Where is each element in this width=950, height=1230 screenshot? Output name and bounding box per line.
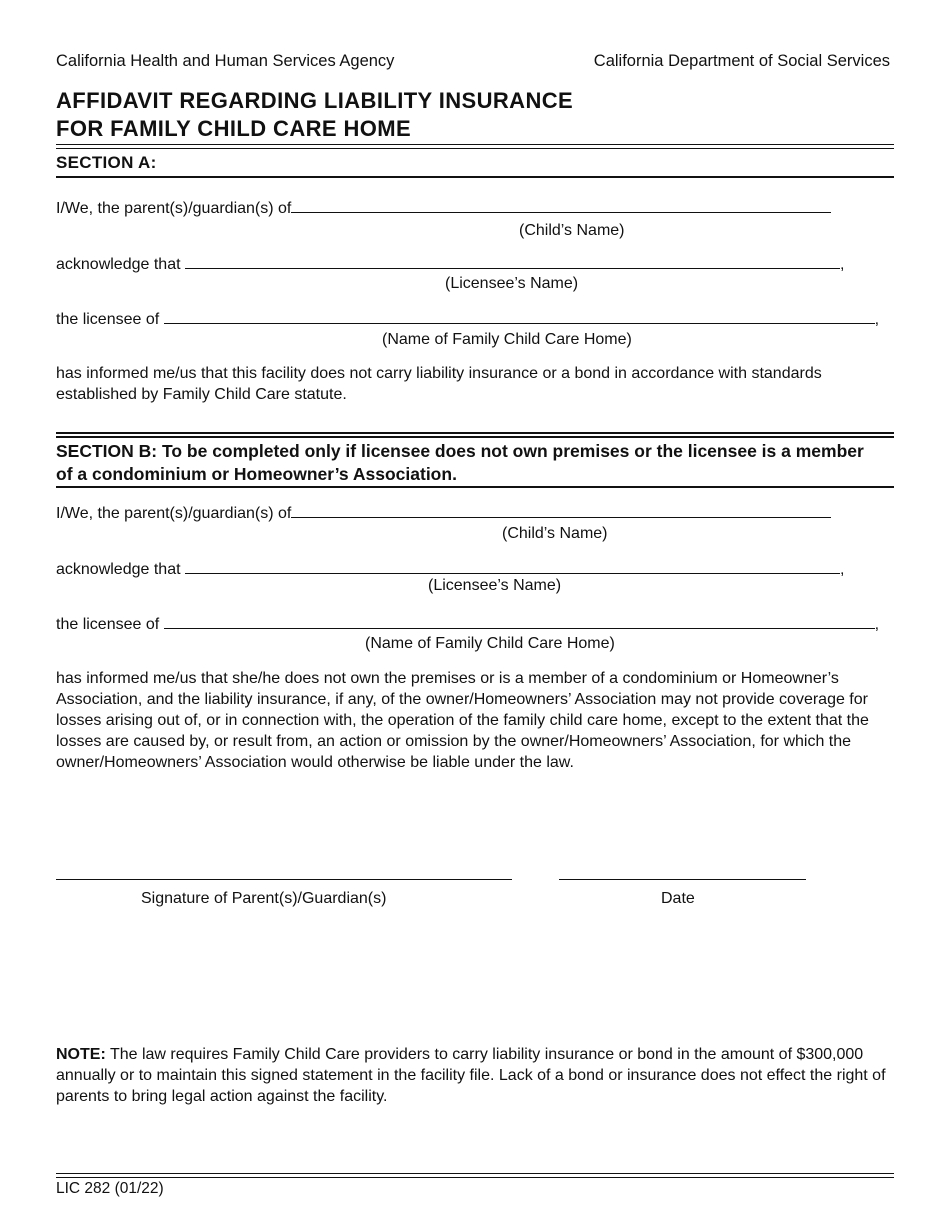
acknowledge-label: acknowledge that — [56, 561, 181, 578]
home-name-field-a[interactable] — [164, 308, 875, 324]
title-divider — [56, 144, 894, 145]
licensee-name-field-b[interactable] — [185, 558, 840, 574]
title-divider-2 — [56, 148, 894, 149]
section-b-heading: SECTION B: To be completed only if licensee does not own premises or the licensee is a member of a condominium or Homeowner’s Association. — [56, 441, 864, 484]
home-name-caption: (Name of Family Child Care Home) — [365, 635, 615, 652]
signature-field[interactable] — [56, 879, 512, 880]
form-title-line2: FOR FAMILY CHILD CARE HOME — [56, 116, 412, 141]
home-name-caption: (Name of Family Child Care Home) — [382, 331, 632, 348]
parent-label: I/We, the parent(s)/guardian(s) of — [56, 200, 292, 217]
section-a-statement: has informed me/us that this facility does not carry liability insurance or a bond in accordance with standards established by Family Child Care statute. — [56, 365, 822, 403]
note-text: The law requires Family Child Care providers to carry liability insurance or bond in the amount of $300,000 annually or to maintain this signed statement in the facility file. Lack of a bond or insurance does not effect the right of parents to bring legal action against the facility. — [56, 1046, 886, 1105]
note-label: NOTE: — [56, 1046, 106, 1063]
date-caption: Date — [661, 890, 695, 907]
child-name-caption: (Child’s Name) — [519, 222, 625, 239]
section-a-child-row — [56, 197, 831, 218]
licensee-name-caption: (Licensee’s Name) — [445, 275, 579, 292]
section-b-statement: has informed me/us that she/he does not own the premises or is a member of a condominium or Homeowner’s Association, and the liability insurance, if any, of the owner/Homeowners’ Association may not provide coverage for losses arising out of, or in connection with, the operation of the family child care home, except to the extent that the losses are caused by, or result from, an action or omission by the owner/Homeowners’ Association, for which the owner/Homeowners’ Association would otherwise be liable under the law. — [56, 670, 869, 771]
child-name-field-a[interactable] — [291, 197, 831, 213]
agency-name: California Health and Human Services Agency — [56, 52, 395, 70]
child-name-caption: (Child’s Name) — [502, 525, 608, 542]
section-a-heading: SECTION A: — [56, 153, 157, 172]
section-a-divider — [56, 176, 894, 178]
section-a-home-row — [56, 308, 879, 329]
footer-divider — [56, 1173, 894, 1174]
section-a-licensee-row — [56, 253, 844, 274]
licensee-of-label: the licensee of — [56, 311, 160, 328]
licensee-of-label: the licensee of — [56, 616, 160, 633]
section-b-divider-top-2 — [56, 436, 894, 438]
form-title-line1: AFFIDAVIT REGARDING LIABILITY INSURANCE — [56, 88, 574, 113]
child-name-field-b[interactable] — [291, 502, 831, 518]
comma: , — [874, 311, 880, 328]
comma: , — [839, 561, 845, 578]
licensee-name-field-a[interactable] — [185, 253, 840, 269]
section-b-licensee-row — [56, 558, 844, 579]
comma: , — [839, 256, 845, 273]
date-field[interactable] — [559, 879, 806, 880]
licensee-name-caption: (Licensee’s Name) — [428, 577, 562, 594]
note-paragraph — [56, 1044, 896, 1107]
signature-caption: Signature of Parent(s)/Guardian(s) — [141, 890, 387, 907]
section-b-child-row — [56, 502, 831, 523]
footer-divider-2 — [56, 1177, 894, 1178]
home-name-field-b[interactable] — [164, 613, 875, 629]
section-b-divider — [56, 486, 894, 488]
form-number: LIC 282 (01/22) — [56, 1180, 164, 1197]
department-name: California Department of Social Services — [593, 52, 890, 70]
section-b-home-row — [56, 613, 879, 634]
acknowledge-label: acknowledge that — [56, 256, 181, 273]
comma: , — [874, 616, 880, 633]
parent-label: I/We, the parent(s)/guardian(s) of — [56, 505, 292, 522]
section-b-divider-top — [56, 432, 894, 434]
